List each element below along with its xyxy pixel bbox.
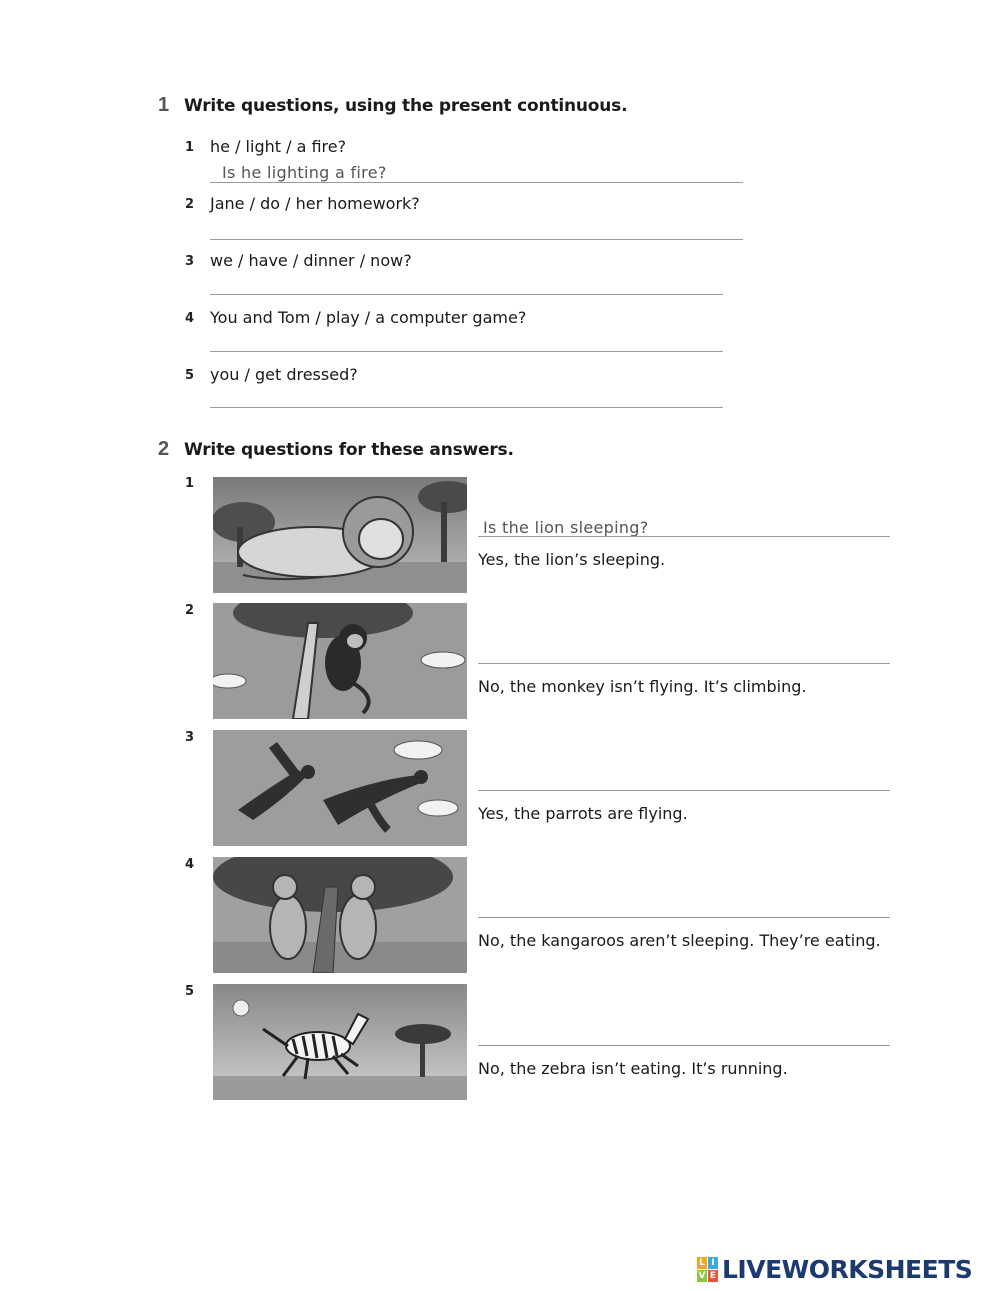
s1-item-4-number: 4	[185, 311, 195, 326]
s1-item-4-answer-line	[210, 351, 723, 352]
s1-item-4-answer-input[interactable]	[210, 327, 731, 351]
liveworksheets-logo	[697, 1257, 719, 1283]
s1-item-1-number: 1	[185, 140, 195, 155]
s1-item-2-answer-input[interactable]	[210, 215, 751, 239]
s2-item-2-question-input[interactable]	[478, 639, 898, 663]
logo-letter-l: L	[697, 1257, 707, 1269]
s1-item-3-prompt: we / have / dinner / now?	[210, 251, 412, 270]
logo-letter-i: I	[708, 1257, 718, 1269]
s2-item-2-answer: No, the monkey isn’t flying. It’s climbing.	[478, 677, 807, 696]
zebra-running-illustration	[213, 984, 467, 1100]
logo-letter-e: E	[709, 1271, 717, 1281]
s2-item-3-question-line	[478, 790, 890, 791]
s2-item-5-number: 5	[185, 984, 195, 999]
s1-item-5-answer-line	[210, 407, 723, 408]
s2-item-3-answer: Yes, the parrots are flying.	[478, 804, 688, 823]
s2-item-5-question-input[interactable]	[478, 1021, 898, 1045]
s1-item-5-prompt: you / get dressed?	[210, 365, 358, 384]
s2-item-4-answer: No, the kangaroos aren’t sleeping. They’re eating.	[478, 931, 881, 950]
parrots-flying-illustration	[213, 730, 467, 846]
s2-item-3-number: 3	[185, 730, 195, 745]
lion-sleeping-illustration	[213, 477, 467, 593]
s2-item-2-question-line	[478, 663, 890, 664]
section-1-number: 1	[158, 94, 170, 116]
s2-item-5-answer: No, the zebra isn’t eating. It’s running.	[478, 1059, 788, 1078]
s2-item-1-example-question: Is the lion sleeping?	[483, 518, 649, 537]
s1-item-1-prompt: he / light / a fire?	[210, 137, 347, 156]
s1-item-2-number: 2	[185, 197, 195, 212]
s1-item-5-answer-input[interactable]	[210, 383, 731, 407]
s1-item-3-number: 3	[185, 254, 195, 269]
s1-item-3-answer-line	[210, 294, 723, 295]
section-2-number: 2	[158, 438, 170, 460]
s2-item-1-answer: Yes, the lion’s sleeping.	[478, 550, 666, 569]
kangaroos-eating-illustration	[213, 857, 467, 973]
s2-item-5-question-line	[478, 1045, 890, 1046]
s1-item-2-prompt: Jane / do / her homework?	[210, 194, 420, 213]
s2-item-1-question-line	[478, 536, 890, 537]
s1-item-3-answer-input[interactable]	[210, 270, 731, 294]
s2-item-4-number: 4	[185, 857, 195, 872]
s2-item-2-number: 2	[185, 603, 195, 618]
s1-item-4-prompt: You and Tom / play / a computer game?	[210, 308, 527, 327]
section-2-title: Write questions for these answers.	[184, 440, 514, 460]
s1-item-2-answer-line	[210, 239, 743, 240]
s2-item-4-question-input[interactable]	[478, 893, 898, 917]
s1-item-5-number: 5	[185, 368, 195, 383]
liveworksheets-brand: LIVEWORKSHEETS	[722, 1255, 973, 1284]
section-1-title: Write questions, using the present continuous.	[184, 96, 628, 116]
monkey-climbing-illustration	[213, 603, 467, 719]
s2-item-4-question-line	[478, 917, 890, 918]
s1-item-1-answer-line	[210, 182, 743, 183]
logo-letter-v: V	[698, 1271, 706, 1281]
s1-item-1-example-answer: Is he lighting a fire?	[222, 163, 387, 182]
s2-item-3-question-input[interactable]	[478, 766, 898, 790]
s2-item-1-number: 1	[185, 476, 195, 491]
